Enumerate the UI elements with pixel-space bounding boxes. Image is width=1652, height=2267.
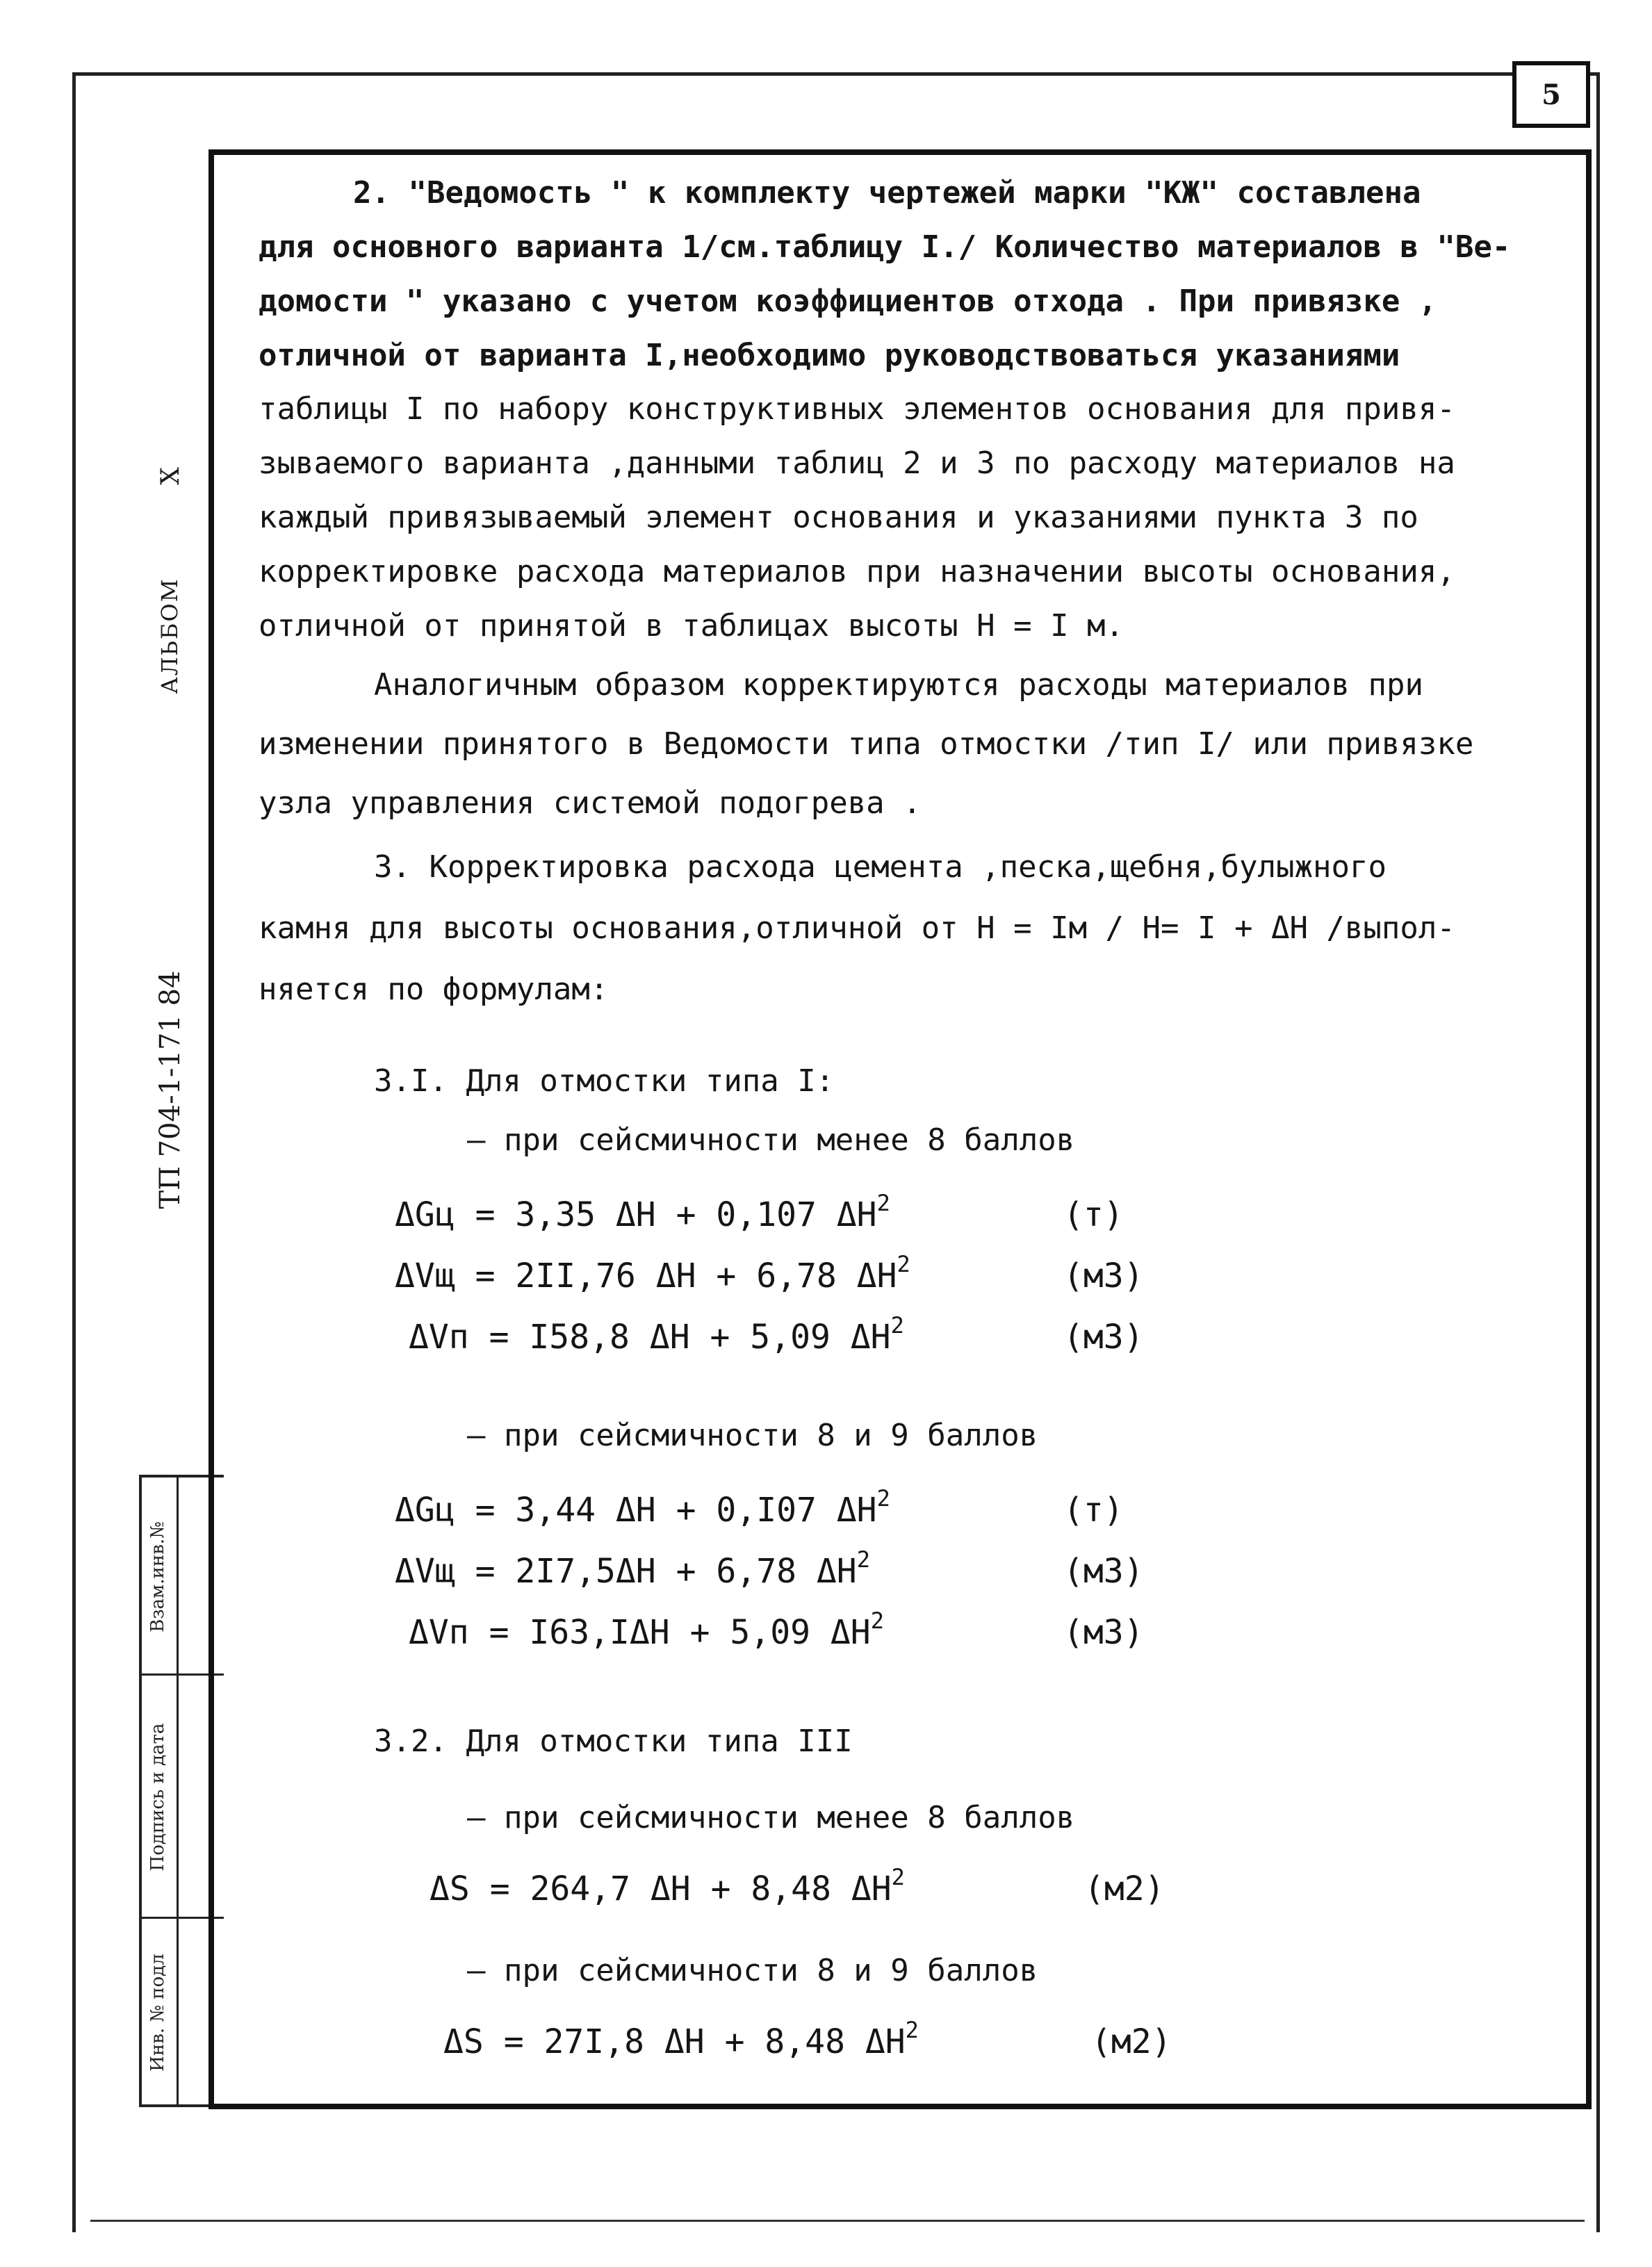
s31a-unit-2: (м3)	[1063, 1257, 1144, 1295]
p2-line-2: для основного варианта 1/см.таблицу I./ Количество материалов в "Ве-	[259, 229, 1511, 265]
formula-exponent: 2	[876, 1190, 890, 1216]
s31b-formula-1	[395, 1485, 890, 1530]
formula-exponent: 2	[905, 2017, 919, 2043]
formula-lhs: ΔVщ	[395, 1552, 455, 1591]
formula-exponent: 2	[891, 1864, 905, 1890]
formula-lhs: ΔVп	[409, 1613, 469, 1652]
formula-expr: = 3,44 ΔH + 0,I07 ΔH	[475, 1491, 877, 1530]
formula-exponent: 2	[876, 1485, 890, 1512]
analog-line-1: Аналогичным образом корректируются расходы материалов при	[374, 667, 1423, 703]
s32a-unit: (м2)	[1084, 1869, 1165, 1908]
page-number: 5	[1512, 61, 1590, 128]
analog-line-2: изменении принятого в Ведомости типа отмостки /тип I/ или привязке	[259, 726, 1474, 762]
s32b-formula	[443, 2017, 919, 2061]
s31a-unit-1: (т)	[1063, 1195, 1124, 1234]
p2-line-7: каждый привязываемый элемент основания и указаниями пункта 3 по	[259, 500, 1418, 535]
p2-line-6: зываемого варианта ,данными таблиц 2 и 3 по расходу материалов на	[259, 445, 1455, 481]
formula-expr: = I63,IΔH + 5,09 ΔH	[489, 1613, 871, 1652]
s31a-formula-1	[395, 1190, 890, 1234]
s31-heading: 3.I. Для отмостки типа I:	[374, 1063, 835, 1099]
s31-case-b: – при сейсмичности 8 и 9 баллов	[467, 1418, 1038, 1453]
s32-heading: 3.2. Для отмостки типа III	[374, 1724, 853, 1759]
formula-expr: = 264,7 ΔH + 8,48 ΔH	[489, 1869, 892, 1908]
p3-line-3: няется по формулам:	[259, 972, 609, 1007]
p2-line-4: отличной от варианта I,необходимо руководствоваться указаниями	[259, 338, 1400, 373]
s32-case-b: – при сейсмичности 8 и 9 баллов	[467, 1953, 1038, 1988]
side-project-code: ТП 704-1-171 84	[154, 970, 186, 1209]
p2-line-1: 2. "Ведомость " к комплекту чертежей марки "КЖ" составлена	[353, 175, 1421, 211]
s31a-formula-3	[409, 1312, 904, 1357]
side-album-label: АЛЬБОМ	[156, 578, 183, 694]
s31b-formula-2	[395, 1546, 870, 1591]
formula-expr: = I58,8 ΔH + 5,09 ΔH	[489, 1318, 891, 1357]
formula-expr: = 2I7,5ΔH + 6,78 ΔH	[475, 1552, 857, 1591]
formula-exponent: 2	[897, 1251, 910, 1277]
s31b-unit-3: (м3)	[1063, 1613, 1144, 1652]
stamp-signature-label: Подпись и дата	[147, 1723, 168, 1872]
p3-line-1: 3. Корректировка расхода цемента ,песка,щебня,булыжного	[374, 849, 1387, 885]
p2-line-8: корректировке расхода материалов при назначении высоты основания,	[259, 554, 1455, 589]
s31a-unit-3: (м3)	[1063, 1318, 1144, 1357]
s31-case-a: – при сейсмичности менее 8 баллов	[467, 1122, 1075, 1158]
s32b-unit: (м2)	[1091, 2022, 1172, 2061]
s31b-formula-3	[409, 1607, 884, 1652]
p2-line-3: домости " указано с учетом коэффициентов отхода . При привязке ,	[259, 284, 1437, 319]
s31a-formula-2	[395, 1251, 910, 1295]
formula-expr: = 27I,8 ΔH + 8,48 ΔH	[503, 2022, 906, 2061]
formula-lhs: ΔGц	[395, 1491, 455, 1530]
formula-expr: = 3,35 ΔH + 0,107 ΔH	[475, 1195, 877, 1234]
s31b-unit-1: (т)	[1063, 1491, 1124, 1530]
formula-expr: = 2II,76 ΔH + 6,78 ΔH	[475, 1257, 897, 1295]
s32a-formula	[430, 1864, 905, 1908]
formula-lhs: ΔVп	[409, 1318, 469, 1357]
formula-lhs: ΔVщ	[395, 1257, 455, 1295]
stamp-inventory-label: Инв. № подл	[147, 1954, 168, 2072]
outer-bottom-line	[90, 2220, 1585, 2222]
formula-exponent: 2	[890, 1312, 904, 1339]
formula-exponent: 2	[856, 1546, 870, 1573]
side-x-mark: X	[156, 467, 185, 485]
formula-lhs: ΔS	[443, 2022, 484, 2061]
p2-line-5: таблицы I по набору конструктивных элементов основания для привя-	[259, 391, 1455, 427]
s31b-unit-2: (м3)	[1063, 1552, 1144, 1591]
s32-case-a: – при сейсмичности менее 8 баллов	[467, 1800, 1075, 1835]
p3-line-2: камня для высоты основания,отличной от H = Iм / H= I + ΔH /выпол-	[259, 910, 1455, 946]
formula-exponent: 2	[870, 1607, 884, 1634]
stamp-replacement-label: Взам.инв.№	[147, 1521, 168, 1632]
p2-line-9: отличной от принятой в таблицах высоты H = I м.	[259, 608, 1124, 644]
analog-line-3: узла управления системой подогрева .	[259, 785, 922, 821]
formula-lhs: ΔS	[430, 1869, 470, 1908]
formula-lhs: ΔGц	[395, 1195, 455, 1234]
